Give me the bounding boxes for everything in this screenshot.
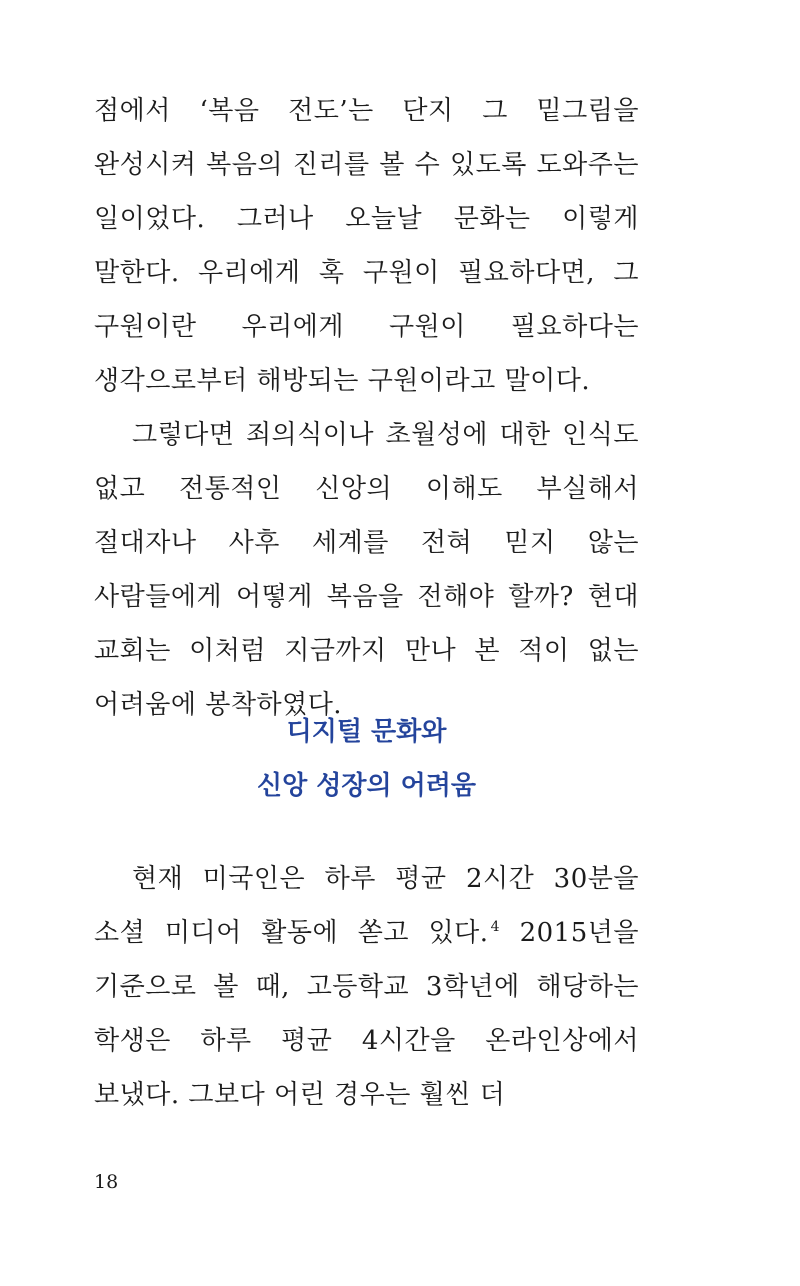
paragraph-second: 그렇다면 죄의식이나 초월성에 대한 인식도 없고 전통적인 신앙의 이해도 부실해서 절대자나 사후 세계를 전혀 믿지 않는 사람들에게 어떻게 복음을 전해야 할까? 현대 교회는 이처럼 지금까지 만나 본 적이 없는 어려움에 봉착하였다. [94, 420, 639, 720]
paragraph-third-before-footnote: 현재 미국인은 하루 평균 2시간 30분을 소셜 미디어 활동에 쏟고 있다. [94, 864, 639, 948]
page-number: 18 [94, 1171, 119, 1193]
section-heading-line-2: 신앙 성장의 어려움 [256, 771, 477, 801]
paragraph-continued: 점에서 ‘복음 전도’는 단지 그 밑그림을 완성시켜 복음의 진리를 볼 수 있도록 도와주는 일이었다. 그러나 오늘날 문화는 이렇게 말한다. 우리에게 혹 구원이 필요하다면, 그 구원이란 우리에게 구원이 필요하다는 생각으로부터 해방되는 구원이라고 말이다. [94, 96, 639, 396]
footnote-marker[interactable]: 4 [490, 919, 500, 936]
text-block-top [94, 84, 639, 732]
paragraph-third-after-footnote: 2015년을 기준으로 볼 때, 고등학교 3학년에 해당하는 학생은 하루 평균 4시간을 온라인상에서 보냈다. 그보다 어린 경우는 훨씬 더 [94, 918, 640, 1110]
section-heading [94, 705, 639, 813]
paragraph-third [94, 852, 639, 1122]
text-block-bottom [94, 852, 639, 1122]
section-heading-line-1: 디지털 문화와 [286, 717, 447, 747]
